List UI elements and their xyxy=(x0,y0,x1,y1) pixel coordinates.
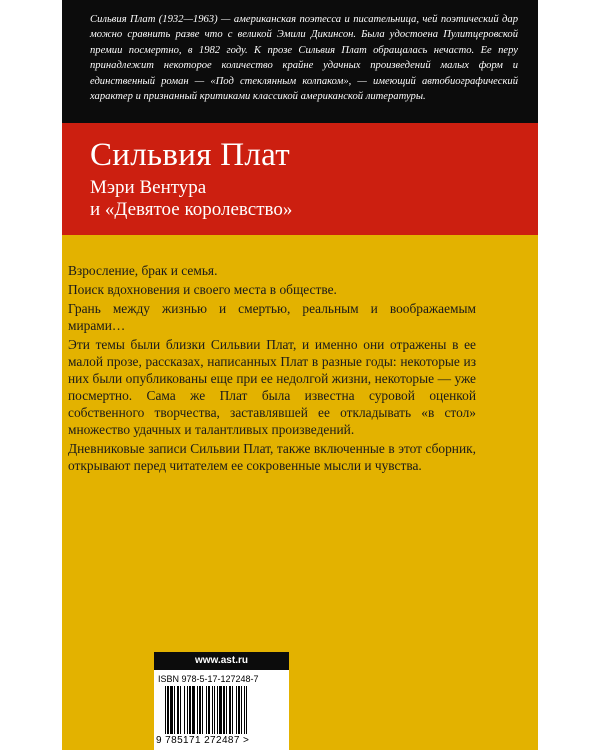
barcode-bar xyxy=(229,686,231,734)
intro-band xyxy=(62,0,538,123)
description-paragraph: Эти темы были близки Сильвии Плат, и именно они отражены в ее малой прозе, рассказах, написанных Плат в разные годы: некоторые из них были опубликованы еще при ее недолгой жизни, некоторые — уже посмертно. Сама же Плат была известна суровой оценкой собственного творчества, заставлявшей ее откладывать «в стол» множество удачных и талантливых произведений. xyxy=(68,337,476,437)
author-name: Сильвия Плат xyxy=(90,137,290,173)
barcode-bar xyxy=(214,686,215,734)
barcode-bar xyxy=(189,686,191,734)
barcode-bar xyxy=(238,686,240,734)
barcode-bar xyxy=(187,686,188,734)
description-paragraph: Дневниковые записи Сильвии Плат, также включенные в этот сборник, открывают перед читателем ее сокровенные мысли и чувства. xyxy=(68,441,476,473)
barcode-bar xyxy=(202,686,203,734)
isbn-text: ISBN 978-5-17-127248-7 xyxy=(158,674,259,684)
barcode-bar xyxy=(208,686,210,734)
description-paragraph: Грань между жизнью и смертью, реальным и воображаемым мирами… xyxy=(68,301,476,333)
book-title-line-2: и «Девятое королевство» xyxy=(90,199,293,220)
barcode-bar xyxy=(241,686,242,734)
barcode-bar xyxy=(206,686,207,734)
barcode-bar xyxy=(212,686,213,734)
barcode-bar xyxy=(192,686,195,734)
barcode-bar xyxy=(177,686,179,734)
barcode-bar xyxy=(232,686,233,734)
book-description xyxy=(68,262,476,476)
barcode-bar xyxy=(236,686,237,734)
barcode-image xyxy=(164,686,282,734)
description-paragraph: Поиск вдохновения и своего места в обществе. xyxy=(68,282,337,297)
barcode-bar xyxy=(170,686,173,734)
barcode-bar xyxy=(226,686,227,734)
barcode-bar xyxy=(167,686,169,734)
barcode-bar xyxy=(244,686,245,734)
author-intro-text: Сильвия Плат (1932—1963) — американская поэтесса и писательница, чей поэтический дар можно сравнить разве что с великой Эмили Дикинсон. Была удостоена Пулитцеровской премии посмертно, в 1982 году. К прозе Сильвия Плат обращалась нечасто. Ее перу принадлежит некоторое количество крайне удачных произведений малых форм и единственный роман — «Под стеклянным колпаком», — имеющий автобиографический характер и признанный критиками классикой американской литературы. xyxy=(90,14,518,103)
barcode-bar xyxy=(184,686,185,734)
barcode-digits: 9 785171 272487 > xyxy=(156,735,250,746)
barcode-bar xyxy=(174,686,175,734)
barcode-bar xyxy=(180,686,181,734)
barcode-bar xyxy=(223,686,225,734)
barcode-bar xyxy=(217,686,218,734)
barcode-block xyxy=(154,652,289,750)
barcode-bar xyxy=(246,686,247,734)
description-paragraph: Взросление, брак и семья. xyxy=(68,263,218,278)
publisher-url: www.ast.ru xyxy=(154,652,289,670)
barcode-bar xyxy=(197,686,198,734)
barcode-bar xyxy=(165,686,166,734)
barcode-bar xyxy=(219,686,222,734)
barcode-bar xyxy=(199,686,201,734)
book-title-line-1: Мэри Вентура xyxy=(90,177,207,198)
